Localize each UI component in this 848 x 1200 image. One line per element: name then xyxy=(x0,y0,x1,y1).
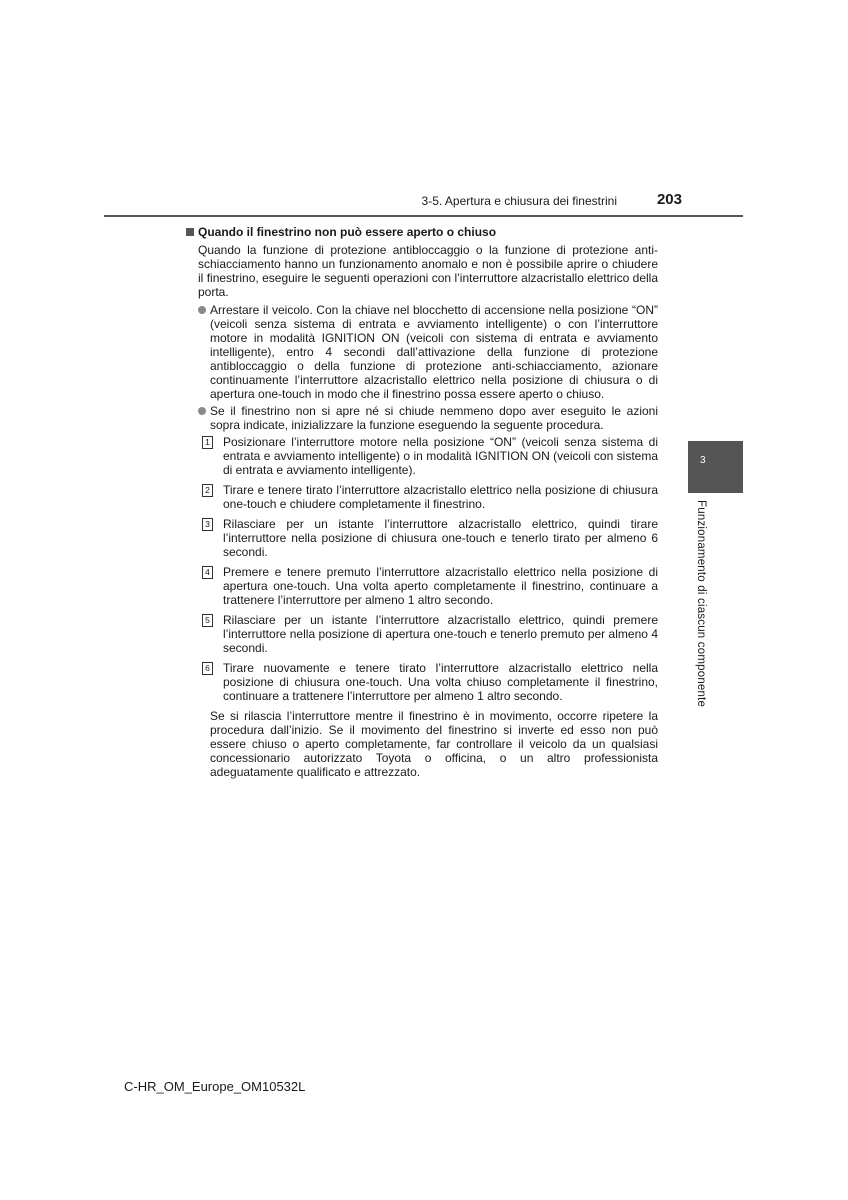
step-text: Rilasciare per un istante l’interruttore alzacristallo elettrico, quindi tirare l’interruttore nella posizione di chiusura one-touch e tenerlo tirato per almeno 6 secondi. xyxy=(223,517,658,559)
section-title: Quando il finestrino non può essere aperto o chiuso xyxy=(198,225,497,239)
main-content xyxy=(186,225,658,779)
section-heading xyxy=(186,225,658,239)
chapter-tab-title: Funzionamento di ciascun componente xyxy=(695,500,707,708)
step-text: Rilasciare per un istante l’interruttore alzacristallo elettrico, quindi premere l’interruttore nella posizione di apertura one-touch e tenerlo premuto per almeno 4 secondi. xyxy=(223,613,658,655)
step-text: Posizionare l’interruttore motore nella posizione “ON” (veicoli senza sistema di entrata e avviamento intelligente) o in modalità IGNITION ON (veicoli con sistema di entrata e avviamento intelligente). xyxy=(223,435,658,477)
step-number-box: 4 xyxy=(202,566,213,579)
step-number-box: 6 xyxy=(202,662,213,675)
page-number: 203 xyxy=(656,191,682,208)
step-item xyxy=(186,435,658,477)
intro-paragraph: Quando la funzione di protezione antibloccaggio o la funzione di protezione anti-schiacciamento hanno un funzionamento anomalo e non è possibile aprire o chiudere il finestrino, eseguire le seguenti operazioni con l’interruttore alzacristallo elettrico della porta. xyxy=(198,243,658,299)
bullet-dot-icon xyxy=(198,306,206,314)
header-rule xyxy=(104,215,743,217)
chapter-tab-number: 3 xyxy=(700,455,706,466)
step-item xyxy=(186,483,658,511)
bullet-item xyxy=(186,404,658,432)
bullet-text: Arrestare il veicolo. Con la chiave nel blocchetto di accensione nella posizione “ON” (veicoli senza sistema di entrata e avviamento intelligente) o con l’interruttore motore in modalità IGNITION ON (veicoli con sistema di entrata e avviamento intelligente), entro 4 secondi dall’attivazione della funzione di protezione antibloccaggio o della funzione di protezione anti-schiacciamento, azionare continuamente l’interruttore alzacristallo elettrico nella posizione di chiusura o di apertura one-touch in modo che il finestrino possa essere aperto o chiuso. xyxy=(210,303,658,401)
header-section-title: 3-5. Apertura e chiusura dei finestrini xyxy=(421,194,617,208)
step-item xyxy=(186,565,658,607)
square-bullet-icon xyxy=(186,228,194,236)
step-item xyxy=(186,661,658,703)
step-text: Tirare nuovamente e tenere tirato l’interruttore alzacristallo elettrico nella posizione di chiusura one-touch. Una volta chiuso completamente il finestrino, continuare a trattenere l’interruttore per almeno 1 altro secondo. xyxy=(223,661,658,703)
step-number-box: 5 xyxy=(202,614,213,627)
note-paragraph: Se si rilascia l’interruttore mentre il finestrino è in movimento, occorre ripetere la procedura dall’inizio. Se il movimento del finestrino si inverte ed esso non può essere chiuso o aperto completamente, far controllare il veicolo da un qualsiasi concessionario autorizzato Toyota o officina, o un altro professionista adeguatamente qualificato e attrezzato. xyxy=(210,709,658,779)
step-text: Tirare e tenere tirato l’interruttore alzacristallo elettrico nella posizione di chiusura one-touch e chiudere completamente il finestrino. xyxy=(223,483,658,511)
step-number-box: 1 xyxy=(202,436,213,449)
step-item xyxy=(186,613,658,655)
step-number-box: 3 xyxy=(202,518,213,531)
footer-doc-code: C-HR_OM_Europe_OM10532L xyxy=(124,1079,306,1094)
bullet-dot-icon xyxy=(198,407,206,415)
step-number-box: 2 xyxy=(202,484,213,497)
bullet-text: Se il finestrino non si apre né si chiude nemmeno dopo aver eseguito le azioni sopra indicate, inizializzare la funzione eseguendo la seguente procedura. xyxy=(210,404,658,432)
chapter-tab xyxy=(688,441,743,493)
step-item xyxy=(186,517,658,559)
bullet-item xyxy=(186,303,658,401)
step-text: Premere e tenere premuto l’interruttore alzacristallo elettrico nella posizione di apertura one-touch. Una volta aperto completamente il finestrino, continuare a trattenere l’interruttore per almeno 1 altro secondo. xyxy=(223,565,658,607)
